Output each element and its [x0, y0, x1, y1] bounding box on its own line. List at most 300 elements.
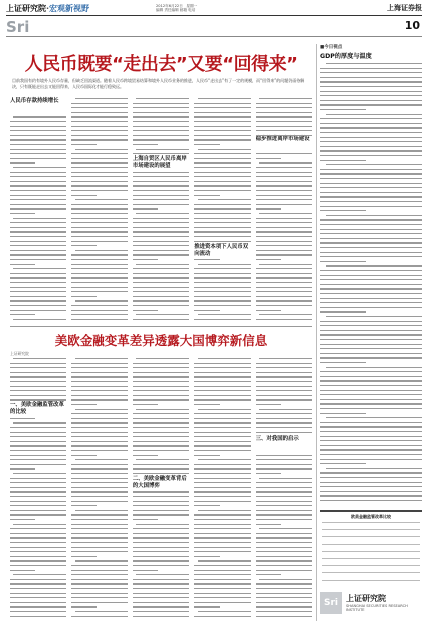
body-text-line [320, 150, 422, 154]
text-line-bar [10, 185, 66, 186]
body-text-line [133, 519, 189, 523]
text-line-bar [71, 264, 127, 265]
text-line-bar [256, 181, 312, 182]
text-line-bar [256, 570, 312, 571]
table-title: 欧美金融监管改革比较 [351, 514, 391, 519]
text-line-bar [10, 227, 66, 228]
body-text-line [256, 427, 312, 431]
body-text-line [256, 199, 312, 203]
text-line-bar [10, 236, 66, 237]
body-text-line [71, 236, 127, 240]
body-text-line [133, 287, 189, 291]
body-text-line [256, 158, 312, 162]
text-line-bar [71, 473, 127, 474]
body-text-line [194, 181, 250, 185]
body-text-line [71, 259, 127, 263]
masthead [0, 0, 428, 40]
body-text-line [320, 206, 422, 210]
body-text-line [256, 514, 312, 518]
body-text-line [71, 496, 127, 500]
body-text-line [320, 196, 422, 200]
text-line-bar [194, 399, 250, 400]
body-text-line [10, 514, 66, 518]
text-line-bar [133, 432, 189, 433]
text-line-bar [320, 385, 422, 386]
text-line-bar [133, 291, 189, 292]
text-line-bar [71, 570, 127, 571]
table-row [322, 558, 420, 559]
body-text-line [133, 144, 189, 148]
text-line-bar [320, 206, 422, 207]
text-line-bar [320, 472, 422, 473]
text-line-bar [194, 514, 250, 515]
body-text-line [10, 273, 66, 277]
body-text-line [320, 339, 422, 343]
text-line-bar [71, 139, 127, 140]
main-story-title: 人民币既要“走出去”又要“回得来” [24, 54, 298, 75]
text-line-bar [320, 311, 366, 312]
text-line-bar [71, 363, 127, 364]
text-line-bar [133, 464, 189, 465]
body-text-line [133, 404, 189, 408]
body-text-line [133, 501, 189, 505]
body-text-line [133, 296, 189, 300]
body-text-line [256, 395, 312, 399]
body-text-line [194, 236, 250, 240]
text-line-bar [71, 176, 127, 177]
table-row [322, 565, 420, 566]
body-text-line [10, 510, 66, 514]
body-text-line [71, 314, 127, 318]
text-line-bar [194, 496, 250, 497]
text-line-bar [10, 602, 66, 603]
body-text-line [133, 524, 189, 528]
body-text-line [256, 121, 312, 125]
column-rule [316, 44, 317, 621]
body-text-line [71, 399, 127, 403]
body-text-line [194, 363, 250, 367]
text-line-bar [71, 455, 96, 456]
text-line-bar [10, 606, 66, 607]
body-text-line [71, 404, 127, 408]
body-text-line [133, 282, 189, 286]
text-line-bar [256, 427, 312, 428]
body-text-line [256, 282, 312, 286]
body-text-line [194, 231, 250, 235]
main-subhead-2: 上海自贸区人民币离岸市场建设的展望 [132, 156, 187, 169]
text-line-bar [133, 245, 189, 246]
body-text-line [71, 583, 127, 587]
text-line-bar [133, 107, 189, 108]
text-line-bar [256, 218, 312, 219]
body-text-line [10, 185, 66, 189]
body-text-line [194, 208, 250, 212]
body-text-line [71, 296, 127, 300]
text-line-bar [256, 422, 312, 423]
text-line-bar [133, 250, 189, 251]
body-text-line [256, 542, 312, 546]
body-text-line [320, 141, 422, 145]
text-line-bar [10, 310, 66, 311]
text-line-bar [133, 222, 189, 223]
body-text-line [320, 330, 422, 334]
body-text-line [256, 268, 312, 272]
body-text-line [133, 588, 189, 592]
body-text-line [256, 363, 312, 367]
text-line-bar [71, 213, 127, 214]
table-row [322, 580, 420, 581]
text-line-bar [10, 149, 66, 150]
body-text-line [320, 247, 422, 251]
body-text-line [256, 231, 312, 235]
text-line-bar [10, 478, 66, 479]
text-line-bar [256, 551, 312, 552]
text-line-bar [194, 296, 250, 297]
body-text-line [320, 463, 422, 467]
text-line-bar [133, 597, 189, 598]
body-text-line [256, 482, 312, 486]
body-text-line [256, 107, 312, 111]
text-line-bar [71, 496, 127, 497]
text-line-bar [256, 574, 281, 575]
body-text-line [256, 305, 312, 309]
text-line-bar [136, 98, 189, 99]
text-line-bar [71, 236, 127, 237]
text-line-bar [256, 395, 312, 396]
body-text-line [133, 367, 189, 371]
text-line-bar [256, 376, 312, 377]
text-line-bar [10, 459, 66, 460]
text-line-bar [256, 319, 312, 320]
text-line-bar [320, 491, 422, 492]
body-text-line [133, 121, 189, 125]
text-line-bar [194, 259, 219, 260]
body-text-line [71, 455, 127, 459]
text-line-bar [10, 395, 66, 396]
body-text-line [10, 459, 66, 463]
text-line-bar [133, 363, 189, 364]
text-line-bar [10, 547, 66, 548]
body-text-line [133, 593, 189, 597]
body-text-line [10, 264, 66, 268]
text-line-bar [133, 277, 189, 278]
body-text-line [133, 505, 189, 509]
text-line-bar [10, 139, 66, 140]
body-text-line [320, 440, 422, 444]
text-line-bar [194, 464, 250, 465]
text-line-bar [10, 514, 66, 515]
text-line-bar [320, 196, 422, 197]
text-line-bar [13, 218, 66, 219]
body-text-line [71, 372, 127, 376]
text-line-bar [133, 116, 189, 117]
page-label: Sri [6, 18, 30, 36]
text-line-bar [326, 164, 422, 165]
body-text-line [194, 213, 250, 217]
body-text-line [71, 510, 127, 514]
body-text-line [256, 358, 312, 362]
text-line-bar [133, 319, 189, 320]
body-text-line [133, 358, 189, 362]
body-text-line [256, 172, 312, 176]
body-text-line [194, 455, 250, 459]
body-text-line [320, 459, 422, 463]
text-line-bar [256, 208, 281, 209]
body-text-line [320, 399, 422, 403]
body-text-line [320, 279, 422, 283]
text-line-bar [194, 501, 250, 502]
text-line-bar [136, 459, 189, 460]
body-text-line [320, 293, 422, 297]
text-line-bar [71, 305, 127, 306]
body-text-line [256, 519, 312, 523]
text-line-bar [256, 514, 312, 515]
text-line-bar [194, 565, 250, 566]
body-text-line [133, 98, 189, 102]
body-text-line [133, 390, 189, 394]
body-text-line [133, 450, 189, 454]
text-line-bar [71, 218, 127, 219]
body-text-line [194, 459, 250, 463]
body-text-line [256, 250, 312, 254]
text-line-bar [13, 422, 66, 423]
body-text-line [320, 68, 422, 72]
text-line-bar [71, 372, 127, 373]
text-line-bar [133, 583, 189, 584]
body-text-line [320, 403, 422, 407]
text-line-bar [256, 135, 312, 136]
text-line-bar [194, 204, 250, 205]
text-line-bar [256, 176, 312, 177]
body-text-line [71, 185, 127, 189]
body-text-line [133, 130, 189, 134]
text-line-bar [256, 185, 312, 186]
body-text-line [320, 486, 422, 490]
body-text-line [256, 314, 312, 318]
body-text-line [10, 583, 66, 587]
text-line-bar [194, 121, 250, 122]
text-line-bar [13, 473, 66, 474]
body-text-line [256, 208, 312, 212]
body-text-line [71, 464, 127, 468]
text-line-bar [10, 250, 66, 251]
text-line-bar [320, 463, 366, 464]
text-line-bar [71, 222, 127, 223]
body-text-line [320, 63, 422, 67]
text-line-bar [256, 533, 312, 534]
text-line-bar [320, 68, 422, 69]
text-line-bar [71, 190, 127, 191]
body-text-line [133, 208, 189, 212]
body-text-line [71, 319, 127, 323]
text-line-bar [320, 150, 422, 151]
body-text-line [256, 505, 312, 509]
body-text-line [71, 482, 127, 486]
body-text-line [10, 167, 66, 171]
text-line-bar [320, 371, 422, 372]
body-text-line [133, 616, 189, 620]
body-text-line [256, 167, 312, 171]
body-text-line [256, 227, 312, 231]
text-line-bar [326, 265, 422, 266]
body-text-line [194, 597, 250, 601]
body-text-line [133, 537, 189, 541]
text-line-bar [133, 241, 189, 242]
body-text-line [71, 222, 127, 226]
text-line-bar [256, 259, 281, 260]
text-line-bar [10, 570, 35, 571]
body-text-line [10, 565, 66, 569]
text-line-bar [320, 399, 422, 400]
text-line-bar [10, 445, 66, 446]
body-text-line [194, 121, 250, 125]
text-line-bar [10, 376, 66, 377]
text-line-bar [133, 236, 189, 237]
body-text-line [320, 270, 422, 274]
body-text-line [133, 363, 189, 367]
second-subhead-1: 一、美欧金融监管改革的比较 [10, 402, 64, 415]
body-text-line [133, 491, 189, 495]
text-line-bar [320, 270, 422, 271]
body-text-line [194, 611, 250, 615]
body-text-line [71, 459, 127, 463]
text-line-bar [198, 199, 251, 200]
body-text-line [256, 291, 312, 295]
text-line-bar [71, 386, 127, 387]
body-text-line [71, 139, 127, 143]
body-text-line [320, 160, 422, 164]
body-text-line [320, 242, 422, 246]
body-text-line [320, 137, 422, 141]
body-text-line [194, 501, 250, 505]
body-text-line [133, 579, 189, 583]
text-line-bar [71, 314, 127, 315]
body-text-line [10, 319, 66, 323]
text-line-bar [320, 486, 422, 487]
text-line-bar [320, 413, 366, 414]
text-line-bar [10, 153, 66, 154]
text-line-bar [256, 565, 312, 566]
body-text-line [71, 602, 127, 606]
text-line-bar [13, 524, 66, 525]
text-line-bar [320, 477, 422, 478]
body-text-line [10, 259, 66, 263]
body-text-line [320, 210, 422, 214]
body-text-line [256, 588, 312, 592]
body-text-line [194, 616, 250, 620]
text-line-bar [320, 187, 422, 188]
text-line-bar [320, 390, 422, 391]
body-text-line [256, 300, 312, 304]
text-line-bar [71, 413, 127, 414]
body-text-line [320, 91, 422, 95]
text-line-bar [194, 363, 250, 364]
body-text-line [194, 487, 250, 491]
body-text-line [10, 432, 66, 436]
body-text-line [71, 227, 127, 231]
text-line-bar [133, 195, 189, 196]
text-line-bar [320, 77, 422, 78]
text-line-bar [133, 404, 158, 405]
body-text-line [10, 616, 66, 620]
text-line-bar [10, 597, 66, 598]
body-text-line [194, 367, 250, 371]
text-line-bar [256, 542, 312, 543]
text-line-bar [194, 570, 250, 571]
body-text-line [256, 413, 312, 417]
text-line-bar [133, 259, 158, 260]
text-line-bar [133, 208, 158, 209]
body-text-line [133, 116, 189, 120]
text-line-bar [133, 533, 189, 534]
body-text-line [194, 390, 250, 394]
text-line-bar [10, 199, 66, 200]
text-line-bar [320, 95, 422, 96]
body-text-line [320, 127, 422, 131]
body-text-line [256, 287, 312, 291]
text-line-bar [194, 537, 250, 538]
body-text-line [194, 291, 250, 295]
body-text-line [320, 187, 422, 191]
body-text-line [10, 524, 66, 528]
text-line-bar [10, 259, 66, 260]
body-text-line [10, 144, 66, 148]
body-text-line [320, 114, 422, 118]
newspaper-brand: 上海证券报 [387, 3, 422, 12]
body-text-line [10, 199, 66, 203]
text-line-bar [133, 126, 189, 127]
main-subhead-1: 人民币存款持续增长 [10, 98, 59, 104]
body-text-line [320, 325, 422, 329]
body-text-line [194, 241, 250, 245]
body-text-line [256, 478, 312, 482]
text-line-bar [320, 219, 422, 220]
body-text-line [71, 547, 127, 551]
body-text-line [71, 390, 127, 394]
body-text-line [133, 300, 189, 304]
text-line-bar [198, 459, 251, 460]
text-line-bar [256, 432, 312, 433]
text-line-bar [133, 190, 189, 191]
body-text-line [320, 468, 422, 472]
body-text-line [10, 427, 66, 431]
body-text-line [133, 611, 189, 615]
body-text-line [133, 432, 189, 436]
text-line-bar [10, 556, 66, 557]
body-text-line [194, 450, 250, 454]
text-line-bar [256, 107, 312, 108]
body-text-line [71, 395, 127, 399]
body-text-line [71, 579, 127, 583]
text-line-bar [194, 468, 250, 469]
body-text-line [71, 103, 127, 107]
text-line-bar [133, 616, 189, 617]
text-line-bar [10, 300, 66, 301]
text-line-bar [10, 372, 66, 373]
body-text-line [320, 288, 422, 292]
body-text-line [10, 287, 66, 291]
masthead-separator: · [46, 4, 50, 13]
body-text-line [133, 468, 189, 472]
text-line-bar [10, 282, 66, 283]
body-text-line [10, 218, 66, 222]
body-text-line [256, 602, 312, 606]
body-text-line [10, 153, 66, 157]
text-line-bar [194, 116, 250, 117]
text-line-bar [256, 588, 312, 589]
text-line-bar [13, 358, 66, 359]
text-line-bar [194, 195, 219, 196]
